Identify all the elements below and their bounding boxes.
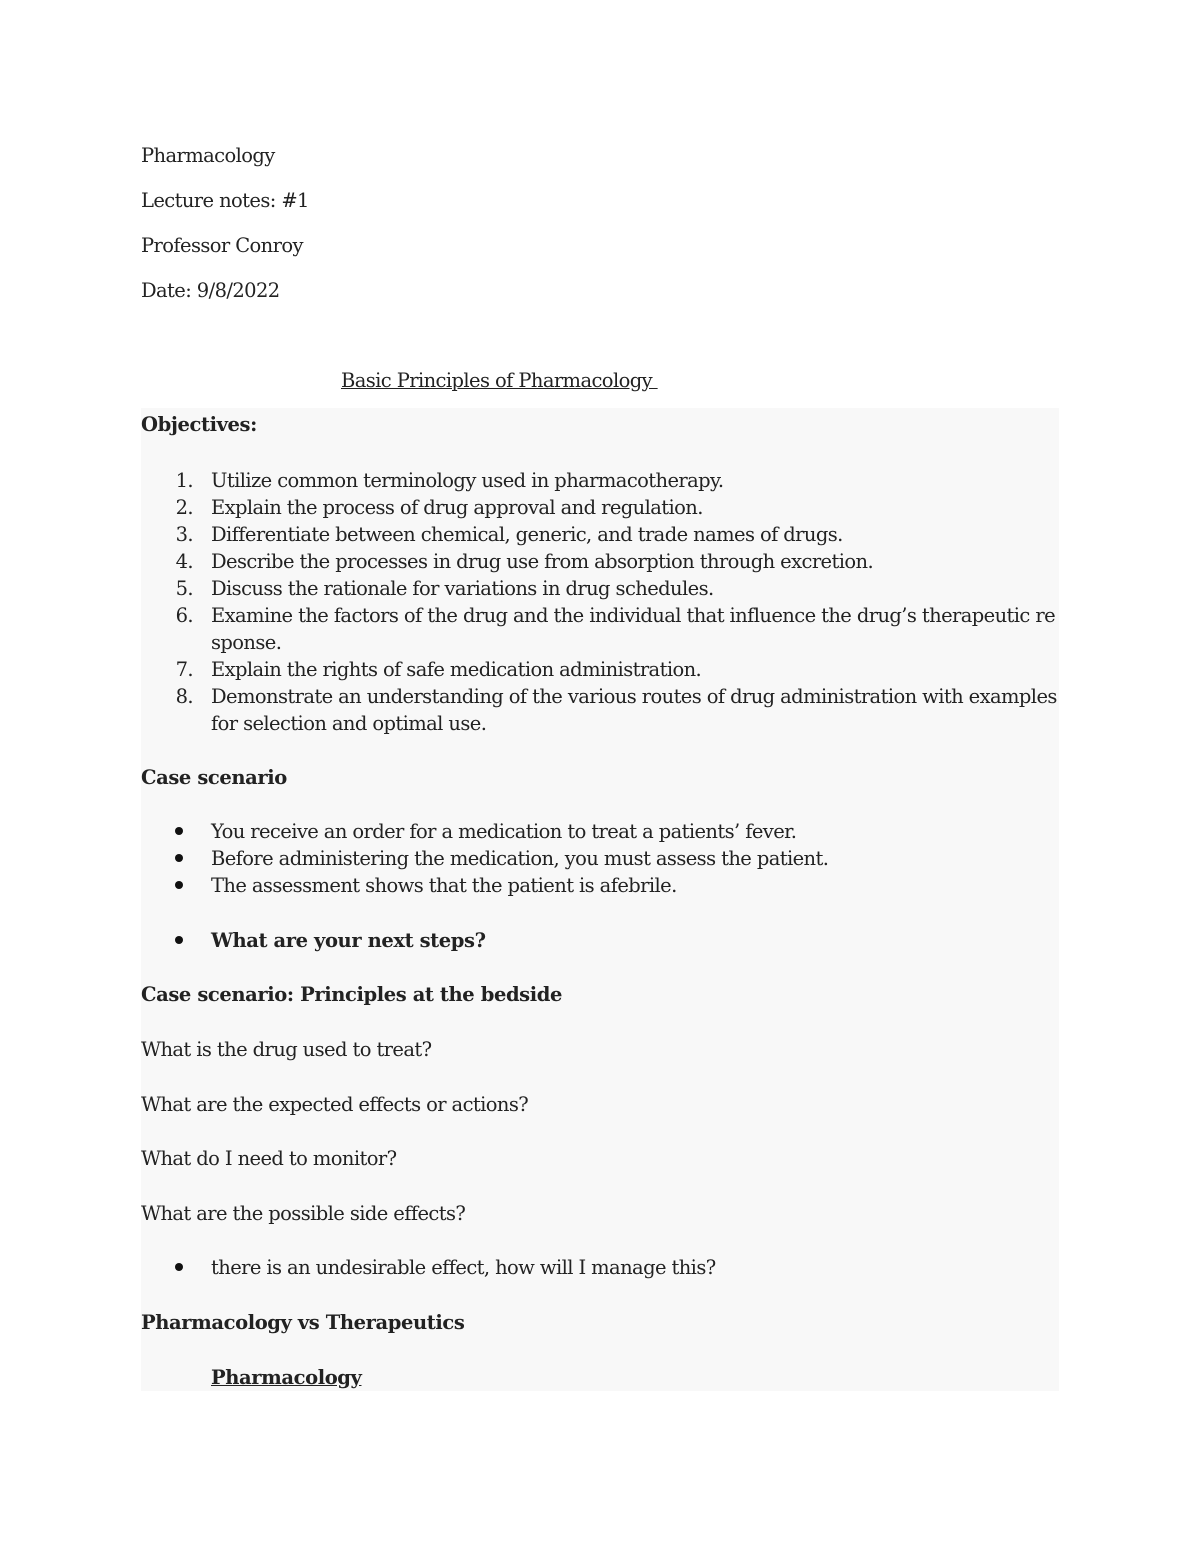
item-text: Explain the process of drug approval and regulation. — [211, 496, 703, 519]
bullet-icon — [175, 936, 183, 944]
item-text: Describe the processes in drug use from absorption through excretion. — [211, 550, 874, 573]
item-number: 4. — [175, 550, 193, 573]
lecture-date: Date: 9/8/2022 — [141, 279, 280, 302]
bedside-question: What do I need to monitor? — [141, 1147, 397, 1170]
bullet-icon — [175, 827, 183, 835]
professor-name: Professor Conroy — [141, 234, 303, 257]
pharmacology-subheading: Pharmacology — [211, 1366, 362, 1389]
case-scenario-heading: Case scenario — [141, 766, 287, 789]
item-text-continued: sponse. — [211, 631, 282, 654]
lecture-number: Lecture notes: #1 — [141, 189, 309, 212]
objectives-heading: Objectives: — [141, 413, 257, 436]
item-number: 1. — [175, 469, 193, 492]
item-number: 8. — [175, 685, 193, 708]
bedside-heading: Case scenario: Principles at the bedside — [141, 983, 563, 1006]
item-number: 3. — [175, 523, 193, 546]
item-text: Differentiate between chemical, generic, and trade names of drugs. — [211, 523, 843, 546]
item-text: there is an undesirable effect, how will I manage this? — [211, 1256, 716, 1279]
bullet-icon — [175, 1263, 183, 1271]
document-title: Basic Principles of Pharmacology — [341, 369, 658, 392]
bedside-question: What are the possible side effects? — [141, 1202, 466, 1225]
bedside-question: What is the drug used to treat? — [141, 1038, 432, 1061]
item-text: Explain the rights of safe medication administration. — [211, 658, 702, 681]
bullet-icon — [175, 854, 183, 862]
next-steps-question: What are your next steps? — [211, 929, 486, 952]
bullet-icon — [175, 881, 183, 889]
item-text: Examine the factors of the drug and the individual that influence the drug’s therapeutic re — [211, 604, 1056, 627]
item-text: Before administering the medication, you must assess the patient. — [211, 847, 829, 870]
item-number: 6. — [175, 604, 193, 627]
item-number: 5. — [175, 577, 193, 600]
item-number: 2. — [175, 496, 193, 519]
item-text: You receive an order for a medication to treat a patients’ fever. — [211, 820, 797, 843]
item-text: Discuss the rationale for variations in drug schedules. — [211, 577, 714, 600]
comparison-heading: Pharmacology vs Therapeutics — [141, 1311, 465, 1334]
course-name: Pharmacology — [141, 144, 275, 167]
item-text: Demonstrate an understanding of the various routes of drug administration with examples — [211, 685, 1057, 708]
item-number: 7. — [175, 658, 193, 681]
item-text: Utilize common terminology used in pharmacotherapy. — [211, 469, 724, 492]
item-text-continued: for selection and optimal use. — [211, 712, 487, 735]
item-text: The assessment shows that the patient is afebrile. — [211, 874, 677, 897]
bedside-question: What are the expected effects or actions? — [141, 1093, 529, 1116]
